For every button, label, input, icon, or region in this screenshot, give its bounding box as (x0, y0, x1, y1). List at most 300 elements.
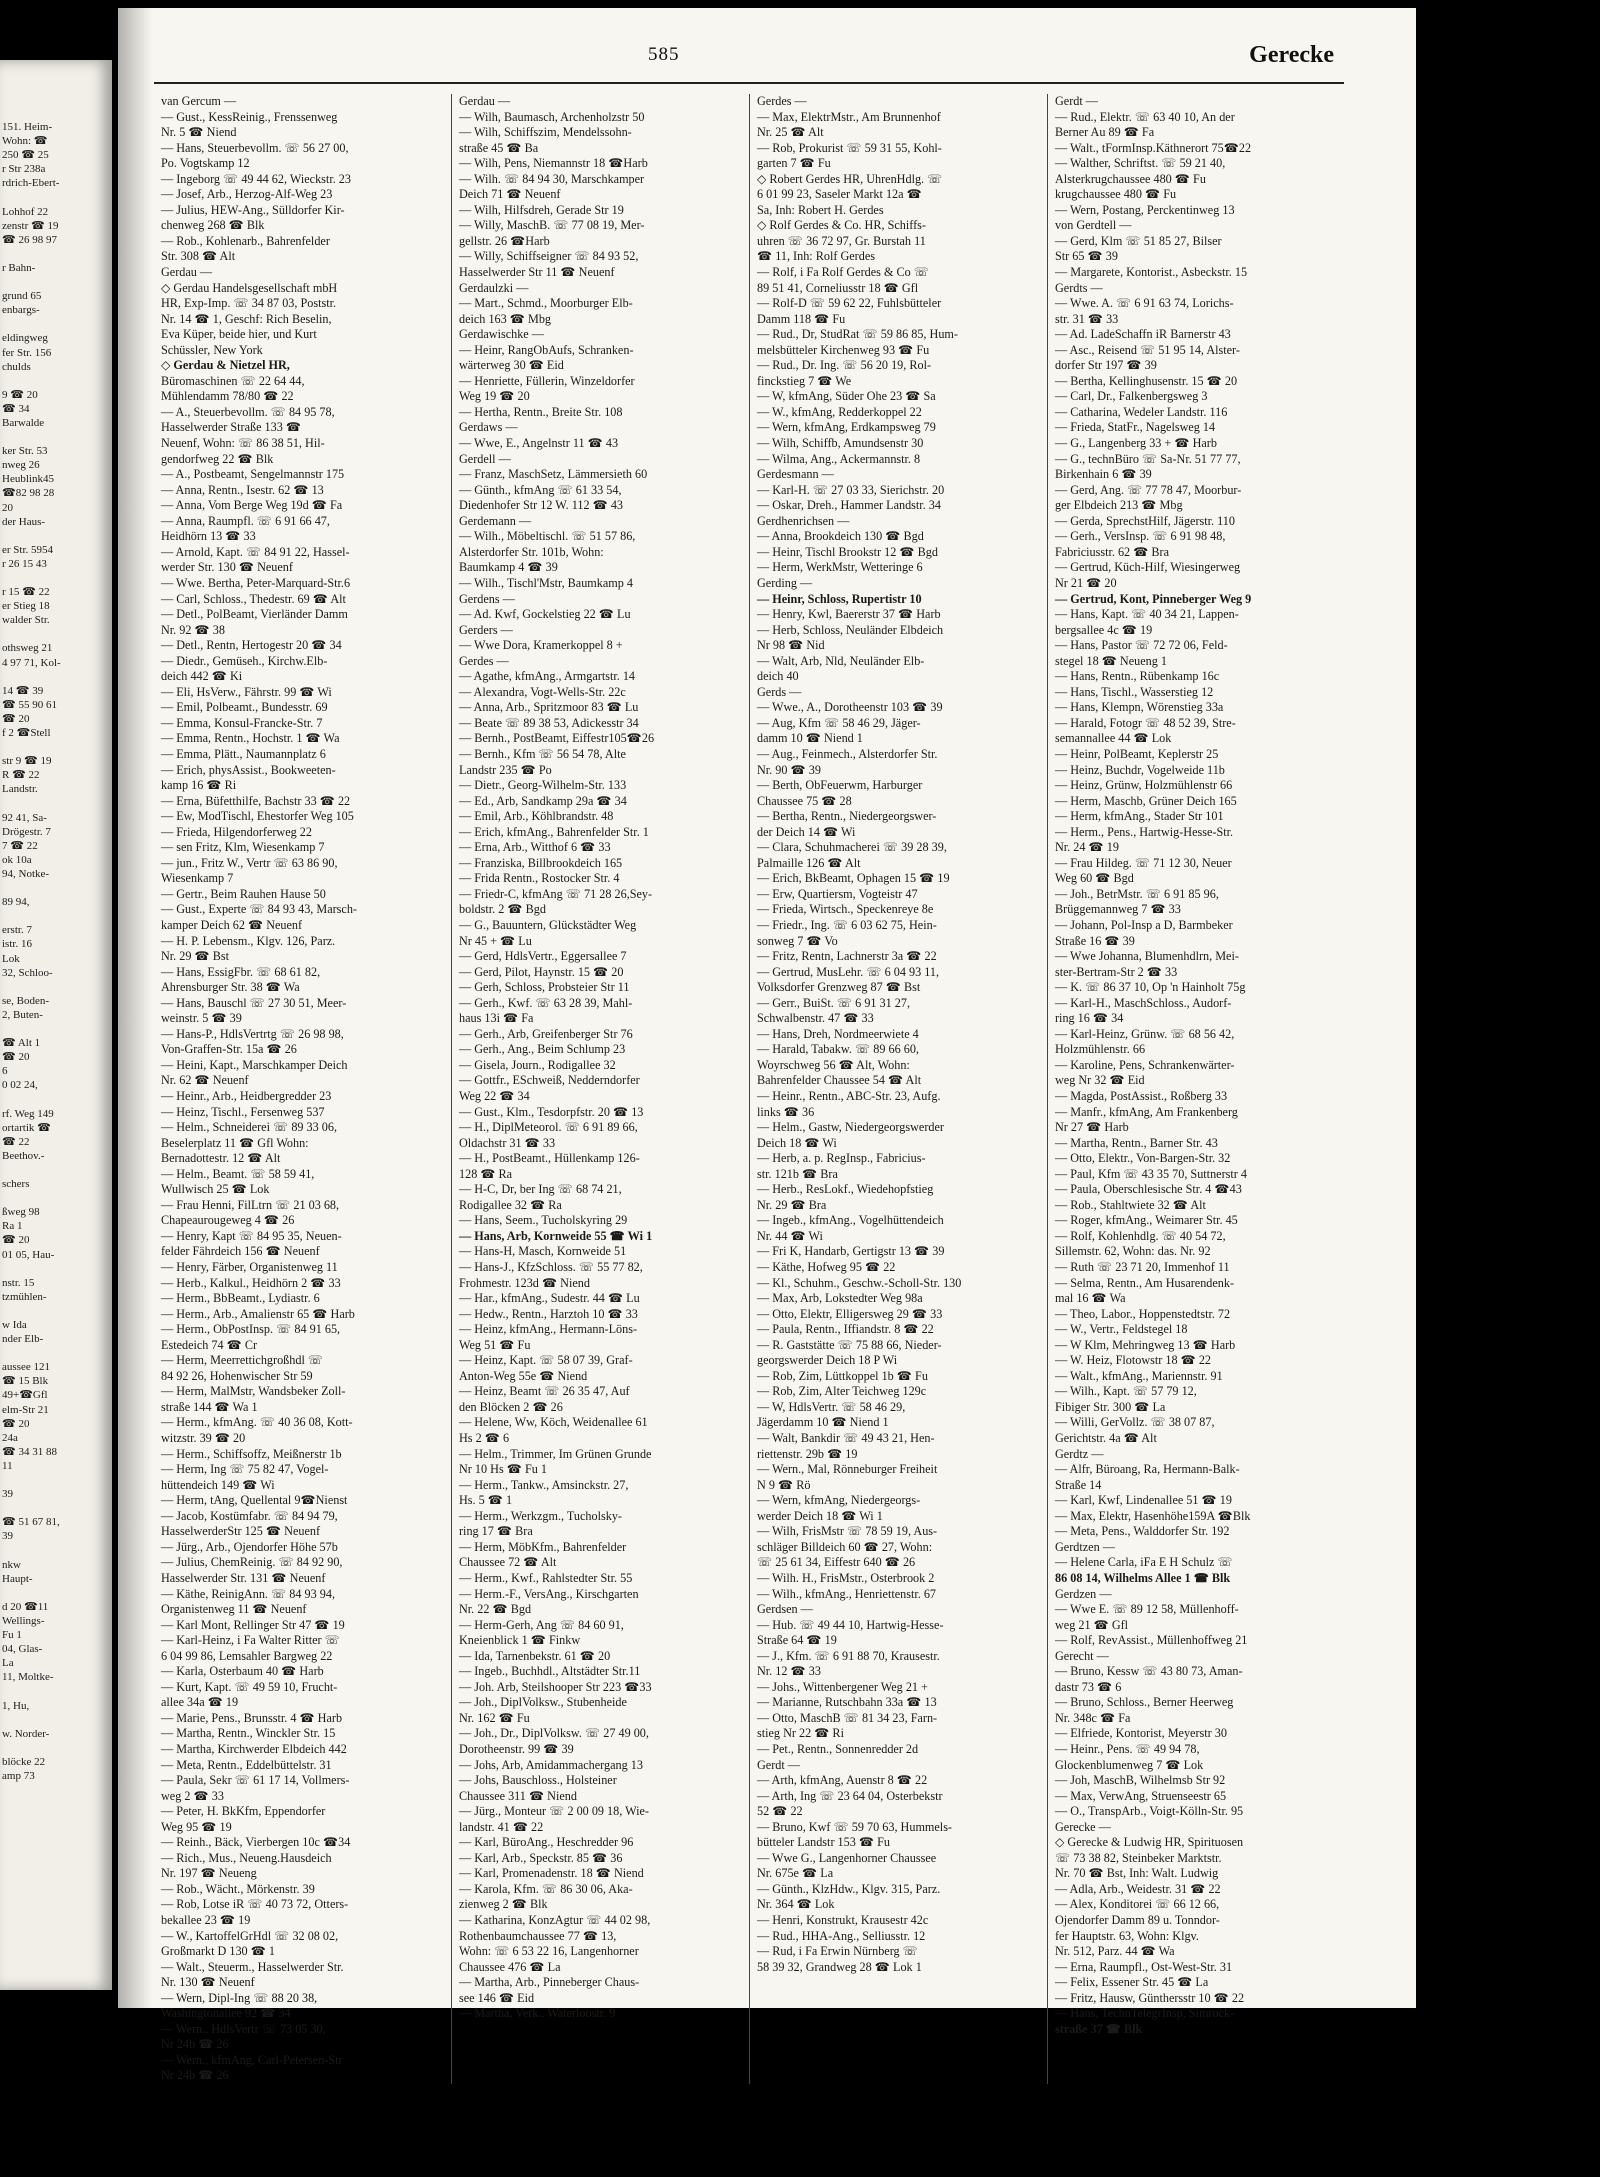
directory-entry: — Marianne, Rutschbahn 33a ☎ 13 (757, 1695, 937, 1710)
running-head: Gerecke (1249, 42, 1334, 68)
directory-entry: — Hans, EssigFbr. ☏ 68 61 82, (161, 964, 321, 979)
previous-page-line: amp 73 (2, 1769, 35, 1782)
previous-page-line: 0 02 24, (2, 1079, 38, 1092)
directory-entry: Nr. 364 ☎ Lok (757, 1897, 835, 1912)
previous-page-line: Haupt- (2, 1572, 33, 1585)
directory-entry: Eva Küper, beide hier, und Kurt (161, 327, 317, 342)
directory-entry: — Friedr., Ing. ☏ 6 03 62 75, Hein- (757, 917, 937, 932)
directory-entry: — Karl-H. ☏ 27 03 33, Sierichstr. 20 (757, 482, 945, 497)
directory-entry: — W, kfmAng, Süder Ohe 23 ☎ Sa (757, 389, 936, 404)
directory-entry: 86 08 14, Wilhelms Allee 1 ☎ Blk (1055, 1570, 1231, 1585)
directory-entry: — Herb., ResLokf., Wiedehopfstieg (757, 1182, 934, 1197)
directory-entry: — Wern, Dipl-Ing ☏ 88 20 38, (161, 1990, 318, 2005)
directory-entry: 89 51 41, Corneliusstr 18 ☎ Gfl (757, 280, 919, 295)
directory-entry: — Martha, Rentn., Winckler Str. 15 (161, 1726, 336, 1741)
directory-entry: Dorotheenstr. 99 ☎ 39 (459, 1741, 574, 1756)
directory-entry: — Erna, Raumpfl., Ost-West-Str. 31 (1055, 1959, 1233, 1974)
directory-entry: Estedeich 74 ☎ Cr (161, 1337, 258, 1352)
directory-entry: Nr. 675e ☎ La (757, 1866, 834, 1881)
directory-entry: — Hans, Arb, Kornweide 55 ☎ Wi 1 (459, 1228, 653, 1243)
directory-entry: — Herm., Arb., Amalienstr 65 ☎ Harb (161, 1306, 355, 1321)
directory-entry: — Max, ElektrMstr., Am Brunnenhof (757, 109, 941, 124)
directory-entry: Nr. 29 ☎ Bst (161, 949, 230, 964)
directory-entry: — Wilh. ☏ 84 94 30, Marschkamper (459, 171, 645, 186)
surname-heading: Gerdtzen — (1055, 1539, 1115, 1554)
directory-entry: Rodigallee 32 ☎ Ra (459, 1197, 562, 1212)
previous-page-line: 9 ☎ 20 (2, 388, 38, 401)
surname-heading: Gerding — (757, 575, 813, 590)
directory-entry: straße 45 ☎ Ba (459, 140, 539, 155)
directory-entry: — Walt., tFormInsp.Käthnerort 75☎22 (1055, 140, 1252, 155)
directory-entry: — Helm., Trimmer, Im Grünen Grunde (459, 1446, 652, 1461)
previous-page-line: 6 (2, 1065, 8, 1078)
previous-page-line: rf. Weg 149 (2, 1107, 54, 1120)
directory-entry: — Max, Arb, Lokstedter Weg 98a (757, 1291, 923, 1306)
previous-page-line: eldingweg (2, 332, 48, 345)
previous-page-line: r Str 238a (2, 163, 46, 176)
previous-page-line: er Stieg 18 (2, 600, 50, 613)
previous-page-line (2, 1022, 112, 1036)
previous-page-line (2, 1262, 112, 1276)
previous-page-line (2, 740, 112, 754)
previous-page-line (2, 571, 112, 585)
previous-page-line: w Ida (2, 1318, 27, 1331)
directory-entry: — Henry, Färber, Organistenweg 11 (161, 1260, 338, 1275)
directory-entry: — Alexandra, Vogt-Wells-Str. 22c (459, 684, 626, 699)
directory-entry: Glockenblumenweg 7 ☎ Lok (1055, 1757, 1204, 1772)
directory-entry: Hasselwerder Straße 133 ☎ (161, 420, 302, 435)
previous-page-line: walder Str. (2, 614, 50, 627)
previous-page-line: Beethov.- (2, 1149, 45, 1162)
surname-heading: Gerecke — (1055, 1819, 1111, 1834)
previous-page-line: blöcke 22 (2, 1755, 46, 1768)
directory-entry: — Alfr, Büroang, Ra, Hermann-Balk- (1055, 1462, 1240, 1477)
directory-entry: — Gertr., Beim Rauhen Hause 50 (161, 886, 326, 901)
directory-entry: fer Hauptstr. 63, Wohn: Klgv. (1055, 1928, 1199, 1943)
directory-entry: — Hans-J., KfzSchloss. ☏ 55 77 82, (459, 1260, 643, 1275)
directory-entry: Nr. 162 ☎ Fu (459, 1710, 530, 1725)
directory-entry: HR, Exp-Imp. ☏ 34 87 03, Poststr. (161, 296, 337, 311)
directory-entry: — Hans, Rentn., Rübenkamp 16c (1055, 669, 1220, 684)
directory-entry: Nr. 62 ☎ Neuenf (161, 1073, 249, 1088)
directory-entry: 84 92 26, Hohenwischer Str 59 (161, 1368, 313, 1383)
directory-entry: — Anna, Brookdeich 130 ☎ Bgd (757, 529, 924, 544)
directory-entry: — Jacob, Kostümfabr. ☏ 84 94 79, (161, 1508, 338, 1523)
directory-entry: — Erich, kfmAng., Bahrenfelder Str. 1 (459, 824, 649, 839)
directory-entry: — Wwe E. ☏ 89 12 58, Müllenhoff- (1055, 1602, 1239, 1617)
directory-entry: — Gerh., Kwf. ☏ 63 28 39, Mahl- (459, 995, 633, 1010)
column-2 (452, 94, 750, 2084)
directory-entry: gellstr. 26 ☎Harb (459, 233, 550, 248)
surname-heading: Gerdhenrichsen — (757, 513, 850, 528)
previous-page-line (2, 1543, 112, 1557)
directory-entry: Bernadottestr. 12 ☎ Alt (161, 1151, 281, 1166)
directory-entry: — sen Fritz, Klm, Wiesenkamp 7 (161, 840, 325, 855)
directory-entry: — Henry, Kapt ☏ 84 95 35, Neuen- (161, 1228, 342, 1243)
directory-entry: — Anna, Arb., Spritzmoor 83 ☎ Lu (459, 700, 639, 715)
directory-entry: melsbütteler Kirchenweg 93 ☎ Fu (757, 342, 930, 357)
directory-entry: — Kl., Schuhm., Geschw.-Scholl-Str. 130 (757, 1275, 962, 1290)
directory-entry: — Karl, Kwf, Lindenallee 51 ☎ 19 (1055, 1493, 1232, 1508)
directory-entry: — Elfriede, Kontorist, Meyerstr 30 (1055, 1726, 1227, 1741)
previous-page-line: erstr. 7 (2, 924, 32, 937)
directory-entry: — Walt, Bankdir ☏ 49 43 21, Hen- (757, 1431, 935, 1446)
directory-entry: Chapeaurougeweg 4 ☎ 26 (161, 1213, 295, 1228)
directory-entry: — Carl, Dr., Falkenbergsweg 3 (1055, 389, 1208, 404)
directory-entry: — O., TranspArb., Voigt-Kölln-Str. 95 (1055, 1804, 1244, 1819)
surname-heading: Gerdaws — (459, 420, 518, 435)
directory-entry: — Johs, Arb, Amidammachergang 13 (459, 1757, 643, 1772)
directory-entry: bergsallee 4c ☎ 19 (1055, 622, 1153, 637)
directory-entry: — Herm, Ing ☏ 75 82 47, Vogel- (161, 1462, 329, 1477)
directory-entry: — Wilh, Schiffb, Amundsenstr 30 (757, 436, 924, 451)
directory-entry: — Wern, Postang, Perckentinweg 13 (1055, 202, 1235, 217)
directory-entry: Heidhörn 13 ☎ 33 (161, 529, 256, 544)
previous-page-line: r 15 ☎ 22 (2, 586, 50, 599)
previous-page-line: nkw (2, 1558, 21, 1571)
directory-entry: — Erna, Arb., Witthof 6 ☎ 33 (459, 840, 611, 855)
directory-entry: Nr. 197 ☎ Neueng (161, 1866, 257, 1881)
directory-entry: deich 40 (757, 669, 799, 684)
directory-entry: Fibiger Str. 300 ☎ La (1055, 1399, 1166, 1414)
directory-entry: — Gerr., BuiSt. ☏ 6 91 31 27, (757, 995, 911, 1010)
previous-page-line (2, 529, 112, 543)
directory-entry: — Wwe. Bertha, Peter-Marquard-Str.6 (161, 575, 351, 590)
directory-entry: — Jürg., Arb., Ojendorfer Höhe 57b (161, 1539, 338, 1554)
column-1 (154, 94, 452, 2084)
directory-entry: — Jürg., Monteur ☏ 2 00 09 18, Wie- (459, 1804, 649, 1819)
directory-entry: — Detl., Rentn, Hertogestr 20 ☎ 34 (161, 638, 342, 653)
column-4 (1048, 94, 1346, 2084)
directory-entry: Jägerdamm 10 ☎ Niend 1 (757, 1415, 889, 1430)
directory-entry: weinstr. 5 ☎ 39 (161, 1011, 242, 1026)
directory-entry: Alsterdorfer Str. 101b, Wohn: (459, 544, 604, 559)
previous-page-line (2, 1741, 112, 1755)
directory-entry: — Joh., BetrMstr. ☏ 6 91 85 96, (1055, 886, 1219, 901)
previous-page-line (2, 881, 112, 895)
directory-entry: sonweg 7 ☎ Vo (757, 933, 838, 948)
directory-entry: — Heinz, Buchdr, Vogelweide 11b (1055, 762, 1225, 777)
previous-page-line (2, 190, 112, 204)
previous-page-line: 89 94, (2, 896, 30, 909)
directory-entry: — Herm, MöbKfm., Bahrenfelder (459, 1539, 627, 1554)
directory-entry: — Arnold, Kapt. ☏ 84 91 22, Hassel- (161, 544, 350, 559)
directory-entry: — Gerda, SprechstHilf, Jägerstr. 110 (1055, 513, 1235, 528)
directory-entry: Nr. 70 ☎ Bst, Inh: Walt. Ludwig (1055, 1866, 1219, 1881)
directory-entry: — Friedr-C, kfmAng ☏ 71 28 26,Sey- (459, 886, 653, 901)
directory-entry: — Rob, Lotse iR ☏ 40 73 72, Otters- (161, 1897, 349, 1912)
previous-page-line: er Str. 5954 (2, 543, 54, 556)
directory-entry: ☏ 73 38 82, Steinbeker Marktstr. (1055, 1850, 1222, 1865)
directory-entry: Baumkamp 4 ☎ 39 (459, 560, 558, 575)
directory-entry: — Henriette, Füllerin, Winzeldorfer (459, 373, 635, 388)
directory-entry: — Meta, Pens., Walddorfer Str. 192 (1055, 1524, 1230, 1539)
directory-entry: — jun., Fritz W., Vertr ☏ 63 86 90, (161, 855, 338, 870)
directory-entry: — Frida Rentn., Rostocker Str. 4 (459, 871, 620, 886)
directory-entry: 52 ☎ 22 (757, 1804, 803, 1819)
directory-entry: — Paula, Rentn., Iffiandstr. 8 ☎ 22 (757, 1322, 934, 1337)
previous-page-line: nweg 26 (2, 459, 40, 472)
directory-entry: — Max, Elektr, Hasenhöhe159A ☎Blk (1055, 1508, 1251, 1523)
directory-entry: — Hub. ☏ 49 44 10, Hartwig-Hesse- (757, 1617, 944, 1632)
column-3 (750, 94, 1048, 2084)
directory-entry: — Anna, Raumpfl. ☏ 6 91 66 47, (161, 513, 330, 528)
directory-entry: 58 39 32, Grandweg 28 ☎ Lok 1 (757, 1959, 922, 1974)
directory-entry: — Walther, Schriftst. ☏ 59 21 40, (1055, 156, 1226, 171)
directory-entry: — Gerd, Ang. ☏ 77 78 47, Moorbur- (1055, 482, 1242, 497)
directory-entry: — W Klm, Mehringweg 13 ☎ Harb (1055, 1337, 1236, 1352)
surname-heading: Gerdzen — (1055, 1586, 1112, 1601)
previous-page-line (2, 275, 112, 289)
directory-entry: — Karl, BüroAng., Heschredder 96 (459, 1835, 634, 1850)
directory-entry: — Bernh., PostBeamt, Eiffestr105☎26 (459, 731, 655, 746)
previous-page-line: 2, Buten- (2, 1008, 43, 1021)
directory-entry: ◇ Gerdau Handelsgesellschaft mbH (161, 280, 338, 295)
previous-page-line: 1, Hu, (2, 1699, 30, 1712)
directory-entry: Nr 24b ☎ 26 (161, 2037, 229, 2052)
previous-page-line: schers (2, 1178, 30, 1191)
directory-entry: 128 ☎ Ra (459, 1166, 513, 1181)
previous-page-line: Fu 1 (2, 1629, 22, 1642)
surname-heading: Gerds — (757, 684, 802, 699)
previous-page-line: ☎ 20 (2, 1417, 30, 1430)
previous-page-line: ☎ 34 (2, 402, 30, 415)
surname-heading: Gerdts — (1055, 280, 1103, 295)
directory-entry: ◇ Gerdau & Nietzel HR, (161, 358, 290, 373)
previous-page-line (2, 909, 112, 923)
surname-heading: Gerdaulzki — (459, 280, 529, 295)
directory-entry: — Bertha, Rentn., Niedergeorgswer- (757, 809, 937, 824)
directory-entry: — Ruth ☏ 23 71 20, Immenhof 11 (1055, 1260, 1230, 1275)
directory-entry: Mühlendamm 78/80 ☎ 22 (161, 389, 294, 404)
directory-entry: Schüssler, New York (161, 342, 263, 357)
previous-page-line: 94, Notke- (2, 867, 50, 880)
directory-entry: — Gerh., VersInsp. ☏ 6 91 98 48, (1055, 529, 1226, 544)
directory-entry: Holzmühlenstr. 66 (1055, 1042, 1146, 1057)
directory-entry: — Alex, Konditorei ☏ 66 12 66, (1055, 1897, 1220, 1912)
directory-entry: — Wwe., A., Dorotheenstr 103 ☎ 39 (757, 700, 943, 715)
directory-entry: ger Elbdeich 213 ☎ Mbg (1055, 498, 1183, 513)
directory-entry: — Karl Mont, Rellinger Str 47 ☎ 19 (161, 1617, 345, 1632)
directory-entry: — Heinz, Grünw, Holzmühlenstr 66 (1055, 778, 1233, 793)
directory-entry: deich 442 ☎ Ki (161, 669, 243, 684)
directory-entry: Nr. 92 ☎ 38 (161, 622, 225, 637)
previous-page-line: ok 10a (2, 853, 32, 866)
directory-entry: — Hans, Kapt. ☏ 40 34 21, Lappen- (1055, 607, 1239, 622)
previous-page-line: ☎ 15 Blk (2, 1375, 49, 1388)
directory-entry: — Ingeb., kfmAng., Vogelhüttendeich (757, 1213, 944, 1228)
directory-entry: — Heinz, kfmAng., Hermann-Löns- (459, 1322, 638, 1337)
directory-entry: — Selma, Rentn., Am Husarendenk- (1055, 1275, 1235, 1290)
directory-entry: — Gerd, HdlsVertr., Eggersallee 7 (459, 949, 627, 964)
directory-entry: — Wilh, FrisMstr ☏ 78 59 19, Aus- (757, 1524, 938, 1539)
previous-page-line: str 9 ☎ 19 (2, 755, 52, 768)
directory-entry: Frohmestr. 123d ☎ Niend (459, 1275, 590, 1290)
directory-entry: — Hans, Tischl., Wasserstieg 12 (1055, 684, 1214, 699)
directory-entry: — Günth., kfmAng ☏ 61 33 54, (459, 482, 622, 497)
directory-entry: Nr. 44 ☎ Wi (757, 1228, 823, 1243)
directory-entry: — Emil, Arb., Köhlbrandstr. 48 (459, 809, 614, 824)
directory-entry: felder Fährdeich 156 ☎ Neuenf (161, 1244, 320, 1259)
directory-entry: — Asc., Reisend ☏ 51 95 14, Alster- (1055, 342, 1240, 357)
directory-entry: — Erich, physAssist., Bookweeten- (161, 762, 336, 777)
previous-page-line: Wohn: ☎ (2, 135, 48, 148)
directory-entry: — Wern., HdlsVertr ☏ 73 05 30, (161, 2021, 326, 2036)
directory-entry: damm 10 ☎ Niend 1 (757, 731, 863, 746)
directory-entry: — Gerh., Arb, Greifenberger Str 76 (459, 1026, 633, 1041)
directory-entry: — Clara, Schuhmacherei ☏ 39 28 39, (757, 840, 947, 855)
directory-entry: Nr. 512, Parz. 44 ☎ Wa (1055, 1944, 1175, 1959)
directory-entry: — G., technBüro ☏ Sa-Nr. 51 77 77, (1055, 451, 1241, 466)
directory-entry: — Helene Carla, iFa E H Schulz ☏ (1055, 1555, 1233, 1570)
previous-page-line: Heublink45 (2, 473, 54, 486)
directory-entry: — Bruno, Schloss., Berner Heerweg (1055, 1695, 1234, 1710)
directory-entry: — Herm., Pens., Hartwig-Hesse-Str. (1055, 824, 1234, 839)
directory-entry: — Dietr., Georg-Wilhelm-Str. 133 (459, 778, 627, 793)
directory-entry: Nr. 348c ☎ Fa (1055, 1710, 1131, 1725)
directory-entry: — Willy, MaschB. ☏ 77 08 19, Mer- (459, 218, 645, 233)
directory-entry: Hasselwerder Str 11 ☎ Neuenf (459, 265, 615, 280)
directory-entry: — Herb., Kalkul., Heidhörn 2 ☎ 33 (161, 1275, 341, 1290)
directory-entry: werder Str. 130 ☎ Neuenf (161, 560, 293, 575)
surname-heading: Gerdt — (757, 1757, 800, 1772)
directory-entry: — Emil, Polbeamt., Bundesstr. 69 (161, 700, 328, 715)
previous-page-line: fer Str. 156 (2, 346, 52, 359)
directory-entry: krugchaussee 480 ☎ Fu (1055, 187, 1177, 202)
directory-entry: — Wern., kfmAng, Carl-Petersen-Str (161, 2052, 343, 2067)
directory-entry: — Rud, i Fa Erwin Nürnberg ☏ (757, 1944, 918, 1959)
directory-entry: Straße 64 ☎ 19 (757, 1633, 837, 1648)
directory-entry: str. 121b ☎ Bra (757, 1166, 838, 1181)
directory-entry: Nr 24b ☎ 26 (161, 2068, 229, 2083)
directory-entry: — Wilma, Ang., Ackermannstr. 8 (757, 451, 921, 466)
directory-entry: — Peter, H. BkKfm, Eppendorfer (161, 1804, 326, 1819)
surname-heading: Gerdesmann — (757, 467, 834, 482)
directory-entry: — Emma, Konsul-Francke-Str. 7 (161, 715, 323, 730)
directory-entry: — Otto, Elektr., Von-Bargen-Str. 32 (1055, 1151, 1231, 1166)
directory-entry: str. 31 ☎ 33 (1055, 311, 1119, 326)
directory-entry: gendorfweg 22 ☎ Blk (161, 451, 274, 466)
directory-entry: stegel 18 ☎ Neueng 1 (1055, 653, 1167, 668)
directory-entry: — Karl-Heinz, i Fa Walter Ritter ☏ (161, 1633, 340, 1648)
directory-entry: — Johann, Pol-Insp a D, Barmbeker (1055, 917, 1233, 932)
previous-page-line (2, 1473, 112, 1487)
directory-entry: deich 163 ☎ Mbg (459, 311, 552, 326)
surname-heading: Gerdes — (459, 653, 509, 668)
directory-entry: — Herm, tAng, Quellental 9☎Nienst (161, 1493, 348, 1508)
directory-entry: — Karl, Promenadenstr. 18 ☎ Niend (459, 1866, 644, 1881)
directory-entry: Nr. 29 ☎ Bra (757, 1197, 827, 1212)
previous-page-line: grund 65 (2, 290, 42, 303)
previous-page-line (2, 797, 112, 811)
directory-entry: — Heinz, Beamt ☏ 26 35 47, Auf (459, 1384, 630, 1399)
directory-entry: — Adla, Arb., Weidestr. 31 ☎ 22 (1055, 1881, 1221, 1896)
directory-entry: bekallee 23 ☎ 19 (161, 1912, 251, 1927)
previous-page-line: Drögestr. 7 (2, 825, 51, 838)
directory-entry: — Wilh, Pens, Niemannstr 18 ☎Harb (459, 156, 648, 171)
directory-entry: ☎ 11, Inh: Rolf Gerdes (757, 249, 875, 264)
directory-entry: — H., DiplMeteorol. ☏ 6 91 89 66, (459, 1120, 638, 1135)
directory-entry: — Bertha, Kellinghusenstr. 15 ☎ 20 (1055, 373, 1238, 388)
directory-entry: — Rolf, RevAssist., Müllenhoffweg 21 (1055, 1633, 1248, 1648)
directory-entry: — Marie, Pens., Brunsstr. 4 ☎ Harb (161, 1710, 343, 1725)
directory-entry: Wohn: ☏ 6 53 22 16, Langenhorner (459, 1944, 639, 1959)
directory-entry: — Hans, Dreh, Nordmeerwiete 4 (757, 1026, 919, 1041)
directory-entry: bütteler Landstr 153 ☎ Fu (757, 1835, 890, 1850)
directory-entry: — Arth, Ing ☏ 23 64 04, Osterbekstr (757, 1788, 943, 1803)
directory-entry: HasselwerderStr 125 ☎ Neuenf (161, 1524, 321, 1539)
directory-entry: — Max, VerwAng, Struenseestr 65 (1055, 1788, 1227, 1803)
directory-entry: — Joh., DiplVolksw., Stubenheide (459, 1695, 627, 1710)
directory-entry: allee 34a ☎ 19 (161, 1695, 239, 1710)
directory-entry: — Herm, WerkMstr, Wetteringe 6 (757, 560, 923, 575)
previous-page-line: 14 ☎ 39 (2, 684, 44, 697)
directory-entry: — Emma, Plätt., Naumannplatz 6 (161, 746, 326, 761)
directory-entry: — Hans-P., HdlsVertrtg ☏ 26 98 98, (161, 1026, 344, 1041)
directory-entry: ◇ Gerecke & Ludwig HR, Spirituosen (1055, 1835, 1244, 1850)
directory-entry: Hasselwerder Str. 131 ☎ Neuenf (161, 1570, 326, 1585)
directory-entry: — Wwe, E., Angelnstr 11 ☎ 43 (459, 436, 619, 451)
previous-page-line (2, 430, 112, 444)
previous-page-line (2, 1586, 112, 1600)
directory-entry: — Ingeborg ☏ 49 44 62, Wieckstr. 23 (161, 171, 351, 186)
directory-entry: uhren ☏ 36 72 97, Gr. Burstah 11 (757, 233, 926, 248)
directory-entry: — Rob., Stahltwiete 32 ☎ Alt (1055, 1197, 1206, 1212)
previous-page-line: ortartik ☎ (2, 1121, 51, 1134)
previous-page-line: der Haus- (2, 515, 46, 528)
directory-entry: stieg Nr 22 ☎ Ri (757, 1726, 844, 1741)
directory-entry: riettenstr. 29b ☎ 19 (757, 1446, 858, 1461)
directory-entry: der Deich 14 ☎ Wi (757, 824, 856, 839)
previous-page-line (2, 1346, 112, 1360)
previous-page-line: r Bahn- (2, 261, 36, 274)
directory-entry: Weg 60 ☎ Bgd (1055, 871, 1134, 886)
surname-heading: van Gercum — (161, 94, 237, 108)
previous-page-line: 250 ☎ 25 (2, 149, 49, 162)
directory-entry: Woyrschweg 56 ☎ Alt, Wohn: (757, 1057, 910, 1072)
directory-entry: — Henry, Kwl, Baererstr 37 ☎ Harb (757, 607, 941, 622)
directory-entry: — Martha, Kirchwerder Elbdeich 442 (161, 1741, 347, 1756)
directory-entry: Damm 118 ☎ Fu (757, 311, 846, 326)
directory-entry: — Helm., Gastw, Niedergeorgswerder (757, 1120, 944, 1135)
directory-entry: Rothenbaumchaussee 77 ☎ 13, (459, 1928, 617, 1943)
previous-page-line: ☎ 26 98 97 (2, 233, 57, 246)
directory-entry: — Franz, MaschSetz, Lämmersieth 60 (459, 467, 648, 482)
directory-entry: chenweg 268 ☎ Blk (161, 218, 265, 233)
previous-page-line: 49+☎Gfl (2, 1389, 48, 1402)
directory-entry: — Martha, Verk., Waterloostr. 9 (459, 2006, 616, 2021)
directory-entry: — Herm, kfmAng., Stader Str 101 (1055, 809, 1224, 824)
directory-entry: — Herm-Gerh, Ang ☏ 84 60 91, (459, 1617, 624, 1632)
previous-page-line (2, 1304, 112, 1318)
directory-entry: weg 2 ☎ 33 (161, 1788, 224, 1803)
directory-entry: georgswerder Deich 18 P Wi (757, 1353, 898, 1368)
directory-entry: — Ingeb., Buchhdl., Altstädter Str.11 (459, 1664, 641, 1679)
directory-entry: — W., KartoffelGrHdl ☏ 32 08 02, (161, 1928, 339, 1943)
directory-entry: — Käthe, ReinigAnn. ☏ 84 93 94, (161, 1586, 335, 1601)
previous-page-line: rdrich-Ebert- (2, 177, 60, 190)
directory-entry: — Gerd, Pilot, Haynstr. 15 ☎ 20 (459, 964, 624, 979)
directory-entry: — Wwe Johanna, Blumenhdlrn, Mei- (1055, 949, 1239, 964)
directory-entry: — Gerd, Klm ☏ 51 85 27, Bilser (1055, 233, 1222, 248)
directory-entry: — Herm.-F., VersAng., Kirschgarten (459, 1586, 639, 1601)
directory-entry: finckstieg 7 ☎ We (757, 373, 852, 388)
previous-page-line: 4 97 71, Kol- (2, 656, 61, 669)
directory-entry: — Wwe. A. ☏ 6 91 63 74, Lorichs- (1055, 296, 1234, 311)
surname-heading: Gerdawischke — (459, 327, 544, 342)
directory-entry: Büromaschinen ☏ 22 64 44, (161, 373, 305, 388)
directory-entry: — Anna, Rentn., Isestr. 62 ☎ 13 (161, 482, 324, 497)
